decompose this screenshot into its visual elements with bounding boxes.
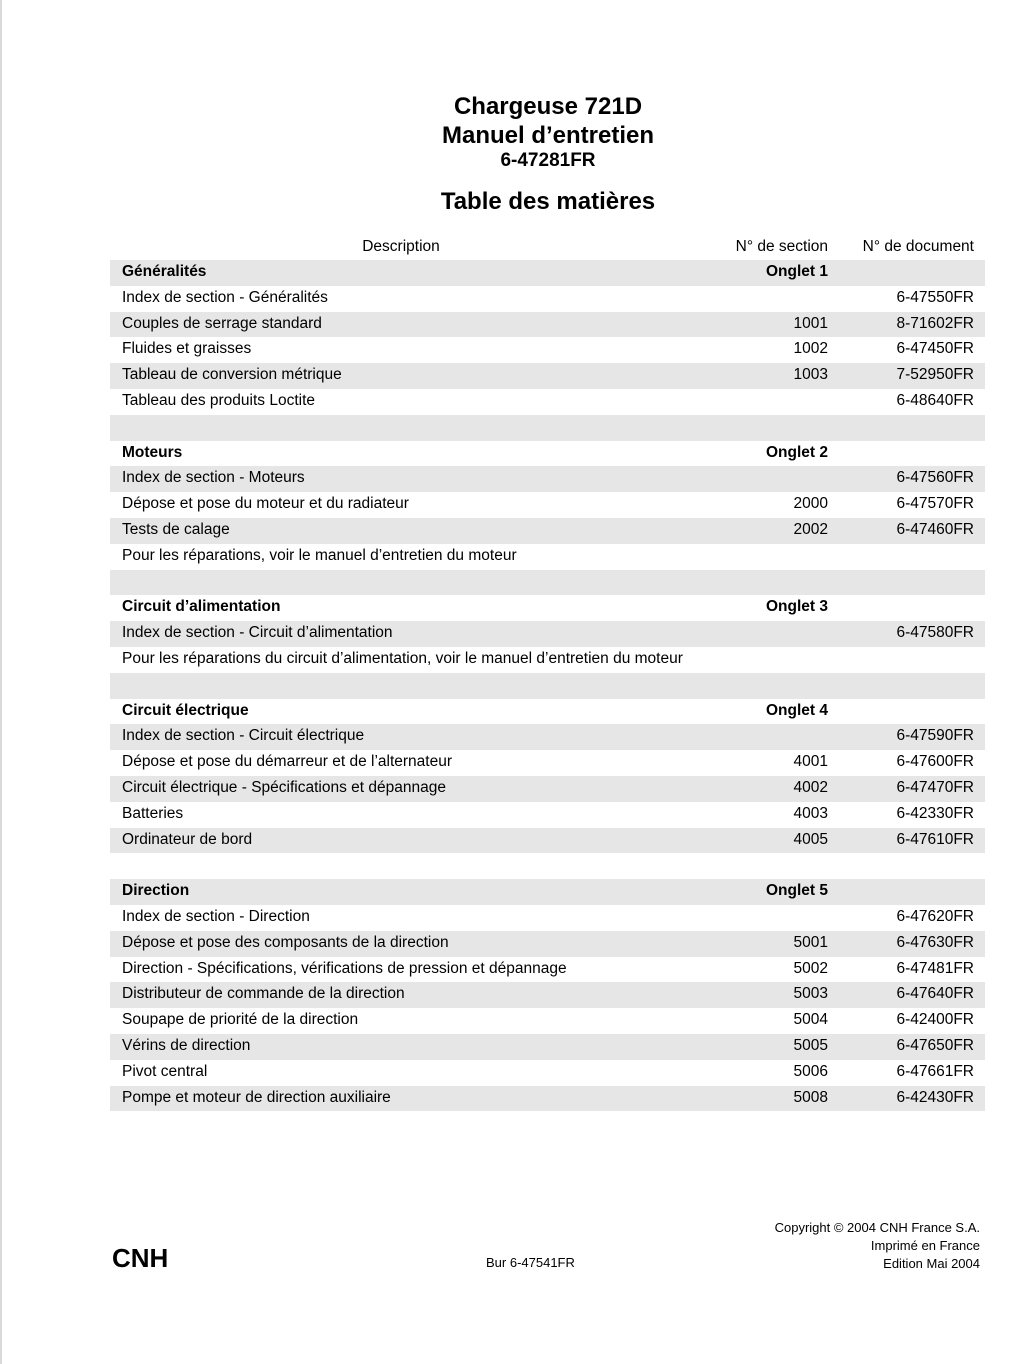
toc-heading: Table des matières — [440, 188, 656, 215]
toc-row — [110, 647, 985, 673]
row-document-number: 6-47610FR — [896, 830, 974, 848]
row-description: Tableau des produits Loctite — [122, 391, 316, 409]
toc-row — [110, 957, 985, 983]
column-document: N° de document — [862, 238, 974, 255]
row-description: Distributeur de commande de la direction — [122, 985, 405, 1003]
toc-row — [110, 389, 985, 415]
row-description: Direction — [122, 882, 190, 900]
row-section-number: 5004 — [793, 1011, 828, 1029]
edition-text: Edition Mai 2004 — [883, 1256, 980, 1271]
row-section-number: Onglet 3 — [765, 598, 828, 616]
row-document-number: 6-47550FR — [896, 288, 974, 306]
row-description: Moteurs — [122, 443, 183, 461]
toc-section-row — [110, 879, 985, 905]
copyright-text: Copyright © 2004 CNH France S.A. — [774, 1220, 980, 1235]
row-description: Pour les réparations, voir le manuel d’entretien du moteur — [122, 546, 517, 564]
toc-row — [110, 931, 985, 957]
toc-row — [110, 1008, 985, 1034]
footer-publication-info — [775, 1219, 980, 1273]
row-description: Index de section - Moteurs — [122, 469, 305, 487]
row-description: Direction - Spécifications, vérifications de pression et dépannage — [122, 959, 567, 977]
toc-row — [110, 312, 985, 338]
toc-row — [110, 750, 985, 776]
row-description: Circuit électrique — [122, 701, 249, 719]
row-section-number: Onglet 5 — [765, 882, 828, 900]
row-section-number: 5006 — [793, 1062, 828, 1080]
row-description: Pour les réparations du circuit d’alimentation, voir le manuel d’entretien du moteur — [122, 649, 683, 667]
row-document-number: 6-47630FR — [896, 933, 974, 951]
row-description: Pivot central — [122, 1062, 208, 1080]
row-description: Dépose et pose des composants de la direction — [122, 933, 449, 951]
row-section-number: 5002 — [793, 959, 828, 977]
toc-row — [110, 466, 985, 492]
row-description: Tableau de conversion métrique — [122, 366, 342, 384]
toc-section-row — [110, 595, 985, 621]
row-document-number: 6-47560FR — [896, 469, 974, 487]
row-description: Circuit d’alimentation — [122, 598, 281, 616]
toc-row — [110, 518, 985, 544]
row-document-number: 6-47460FR — [896, 520, 974, 538]
row-description: Batteries — [122, 804, 184, 822]
title-line-1: Chargeuse 721D — [453, 93, 643, 120]
toc-row — [110, 621, 985, 647]
row-section-number: 4005 — [793, 830, 828, 848]
row-document-number: 8-71602FR — [896, 314, 974, 332]
row-section-number: 1003 — [793, 366, 828, 384]
row-description: Circuit électrique - Spécifications et dépannage — [122, 778, 446, 796]
toc-section-row — [110, 699, 985, 725]
row-document-number: 6-47450FR — [896, 340, 974, 358]
document-title — [0, 92, 1024, 172]
row-section-number: 2002 — [793, 520, 828, 538]
row-description: Index de section - Direction — [122, 907, 310, 925]
row-document-number: 6-47600FR — [896, 753, 974, 771]
row-section-number: Onglet 4 — [765, 701, 828, 719]
row-section-number: 5003 — [793, 985, 828, 1003]
row-document-number: 6-48640FR — [896, 391, 974, 409]
row-document-number: 6-42430FR — [896, 1088, 974, 1106]
toc-row — [110, 363, 985, 389]
toc-row — [110, 724, 985, 750]
toc-row — [110, 492, 985, 518]
toc-row — [110, 415, 985, 441]
toc-section-row — [110, 260, 985, 286]
row-section-number: Onglet 2 — [765, 443, 828, 461]
row-description: Dépose et pose du démarreur et de l’alternateur — [122, 753, 453, 771]
row-document-number: 6-47590FR — [896, 727, 974, 745]
column-description: Description — [362, 238, 440, 255]
row-description: Tests de calage — [122, 520, 230, 538]
toc-row — [110, 286, 985, 312]
row-description: Index de section - Circuit électrique — [122, 727, 365, 745]
row-document-number: 6-47580FR — [896, 624, 974, 642]
row-description: Index de section - Généralités — [122, 288, 328, 306]
toc-row — [110, 776, 985, 802]
toc-row — [110, 853, 985, 879]
row-document-number: 6-47470FR — [896, 778, 974, 796]
toc-row — [110, 982, 985, 1008]
footer-reference: Bur 6-47541FR — [486, 1255, 575, 1270]
row-description: Index de section - Circuit d’alimentation — [122, 624, 393, 642]
row-description: Généralités — [122, 263, 207, 280]
toc-table — [110, 235, 985, 1111]
row-section-number: 5001 — [793, 933, 828, 951]
row-document-number: 6-47570FR — [896, 495, 974, 513]
printed-in-text: Imprimé en France — [870, 1238, 980, 1253]
row-section-number: 5005 — [793, 1036, 828, 1054]
row-document-number: 6-47650FR — [896, 1036, 974, 1054]
row-document-number: 6-42330FR — [896, 804, 974, 822]
row-section-number: 4001 — [793, 753, 828, 771]
row-description: Ordinateur de bord — [122, 830, 253, 848]
row-section-number: 5008 — [793, 1088, 828, 1106]
toc-row — [110, 802, 985, 828]
row-document-number: 6-47481FR — [896, 959, 974, 977]
toc-row — [110, 673, 985, 699]
toc-row — [110, 544, 985, 570]
row-section-number: Onglet 1 — [765, 263, 828, 280]
row-section-number: 1001 — [793, 314, 828, 332]
row-description: Dépose et pose du moteur et du radiateur — [122, 495, 409, 513]
row-document-number: 6-42400FR — [896, 1011, 974, 1029]
row-description: Vérins de direction — [122, 1036, 251, 1054]
row-section-number: 2000 — [793, 495, 828, 513]
toc-row — [110, 905, 985, 931]
toc-row — [110, 570, 985, 596]
toc-rows — [110, 260, 985, 1111]
toc-row — [110, 1086, 985, 1112]
toc-row — [110, 1034, 985, 1060]
row-description: Couples de serrage standard — [122, 314, 322, 332]
row-description: Soupape de priorité de la direction — [122, 1011, 359, 1029]
row-description: Pompe et moteur de direction auxiliaire — [122, 1088, 391, 1106]
row-section-number: 4002 — [793, 778, 828, 796]
toc-row — [110, 337, 985, 363]
title-line-2: Manuel d’entretien — [441, 122, 655, 149]
toc-heading-wrap — [0, 188, 1024, 216]
toc-section-row — [110, 441, 985, 467]
row-document-number: 6-47620FR — [896, 907, 974, 925]
row-section-number: 1002 — [793, 340, 828, 358]
row-document-number: 6-47640FR — [896, 985, 974, 1003]
row-description: Fluides et graisses — [122, 340, 252, 358]
row-section-number: 4003 — [793, 804, 828, 822]
toc-row — [110, 828, 985, 854]
column-section: N° de section — [735, 238, 828, 255]
row-document-number: 7-52950FR — [896, 366, 974, 384]
toc-row — [110, 1060, 985, 1086]
document-number: 6-47281FR — [500, 150, 596, 171]
row-document-number: 6-47661FR — [896, 1062, 974, 1080]
toc-header-row — [110, 235, 985, 260]
cnh-logo: CNH — [112, 1243, 169, 1273]
